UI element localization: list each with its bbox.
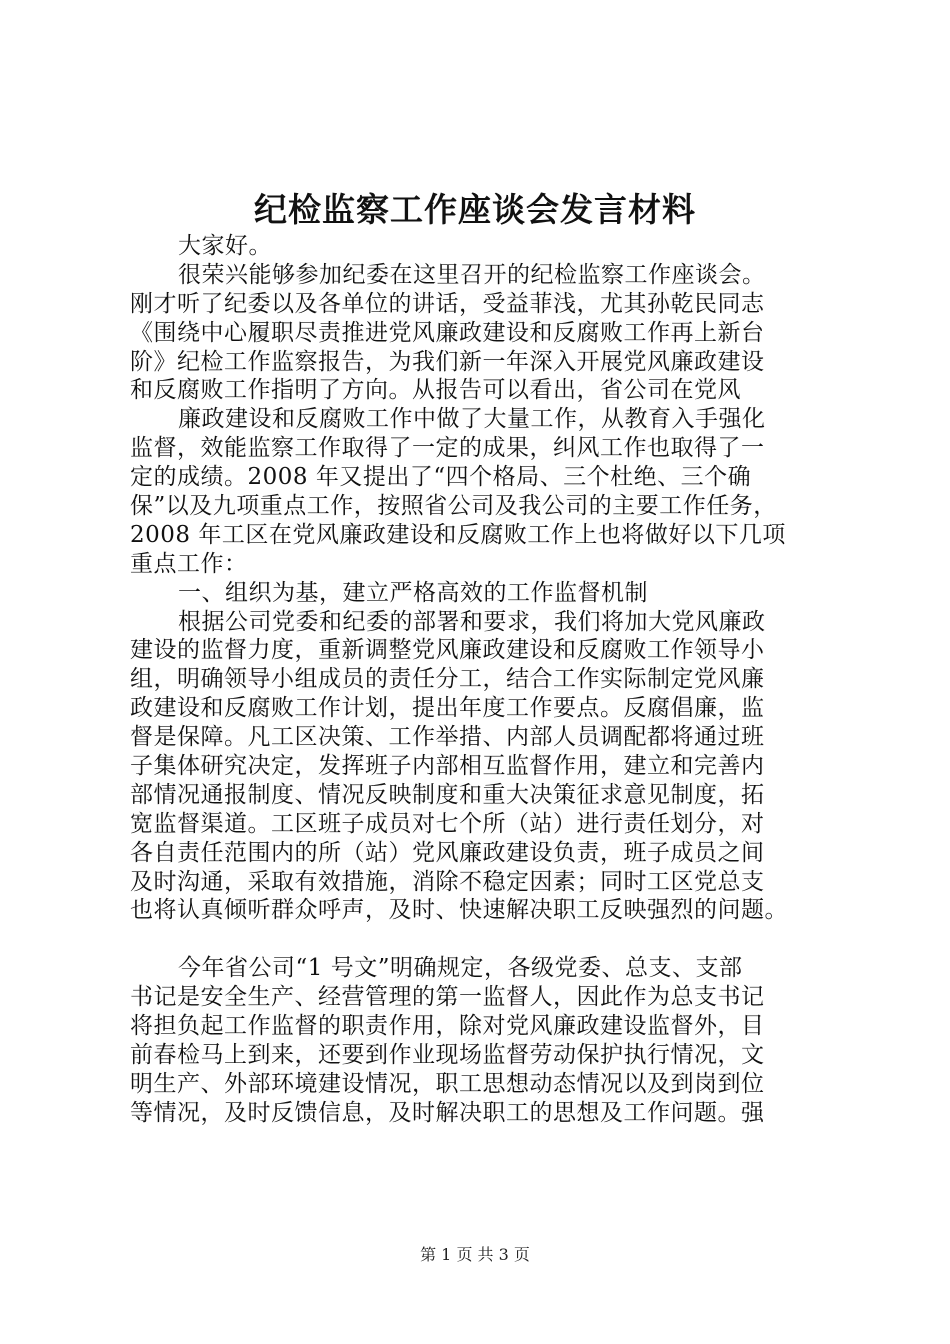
body-line: 今年省公司“1 号文”明确规定，各级党委、总支、支部 [178,955,743,982]
body-line: 大家好。 [178,233,272,259]
body-line: 部情况通报制度、情况反映制度和重大决策征求意见制度，拓 [130,781,765,808]
body-line: 2008 年工区在党风廉政建设和反腐败工作上也将做好以下几项 [130,521,786,548]
body-line: 等情况，及时反馈信息，及时解决职工的思想及工作问题。强 [130,1099,765,1126]
body-line: 建设的监督力度，重新调整党风廉政建设和反腐败工作领导小 [130,637,765,664]
body-line: 廉政建设和反腐败工作中做了大量工作，从教育入手强化 [178,406,766,433]
body-line: 很荣兴能够参加纪委在这里召开的纪检监察工作座谈会。 [178,261,766,288]
body-line: 各自责任范围内的所（站）党风廉政建设负责，班子成员之间 [130,839,765,866]
body-line: 《围绕中心履职尽责推进党风廉政建设和反腐败工作再上新台 [130,319,765,346]
document-body [130,232,832,1128]
body-line: 定的成绩。2008 年又提出了“四个格局、三个杜绝、三个确 [130,464,752,491]
body-line: 将担负起工作监督的职责作用，除对党风廉政建设监督外，目 [130,1013,765,1040]
body-line: 政建设和反腐败工作计划，提出年度工作要点。反腐倡廉，监 [130,695,765,722]
paragraph-gap [130,925,832,954]
body-line: 书记是安全生产、经营管理的第一监督人，因此作为总支书记 [130,984,765,1011]
section-heading: 一、组织为基，建立严格高效的工作监督机制 [178,579,648,606]
body-line: 监督，效能监察工作取得了一定的成果，纠风工作也取得了一 [130,435,765,462]
body-line: 保”以及九项重点工作，按照省公司及我公司的主要工作任务， [130,493,777,520]
body-line: 督是保障。凡工区决策、工作举措、内部人员调配都将通过班 [130,724,765,751]
body-line: 根据公司党委和纪委的部署和要求，我们将加大党风廉政 [178,608,766,635]
body-line: 宽监督渠道。工区班子成员对七个所（站）进行责任划分，对 [130,810,765,837]
page-number: 第 1 页 共 3 页 [420,1245,530,1264]
body-line: 也将认真倾听群众呼声，及时、快速解决职工反映强烈的问题。 [130,897,788,924]
body-line: 阶》纪检工作监察报告，为我们新一年深入开展党风廉政建设 [130,348,765,375]
document-title: 纪检监察工作座谈会发言材料 [254,190,696,229]
body-line: 子集体研究决定，发挥班子内部相互监督作用，建立和完善内 [130,753,765,780]
body-line: 刚才听了纪委以及各单位的讲话，受益菲浅，尤其孙乾民同志 [130,290,765,317]
body-line: 前春检马上到来，还要到作业现场监督劳动保护执行情况，文 [130,1041,765,1068]
body-line: 和反腐败工作指明了方向。从报告可以看出，省公司在党风 [130,377,741,404]
body-line: 重点工作： [130,550,248,577]
body-line: 明生产、外部环境建设情况，职工思想动态情况以及到岗到位 [130,1070,765,1097]
body-line: 及时沟通，采取有效措施，消除不稳定因素；同时工区党总支 [130,868,765,895]
body-line: 组，明确领导小组成员的责任分工，结合工作实际制定党风廉 [130,666,765,693]
